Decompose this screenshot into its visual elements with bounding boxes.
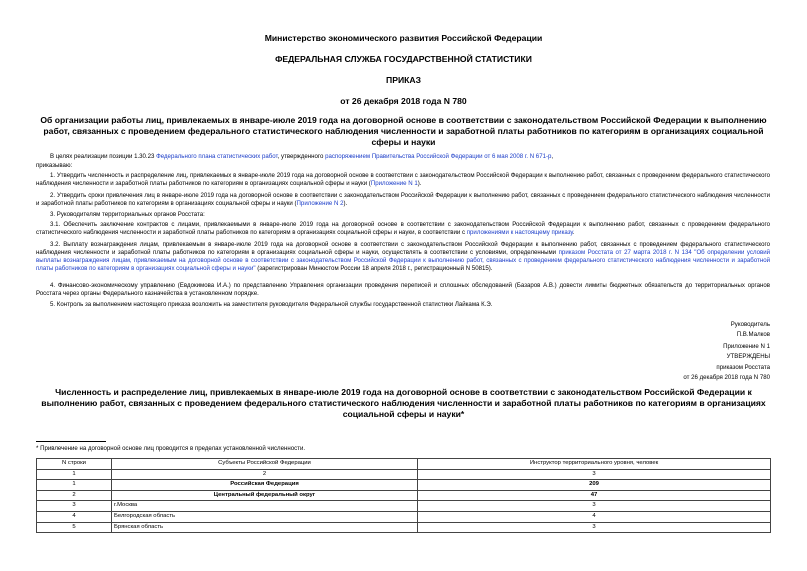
subject-cell: Центральный федеральный округ bbox=[112, 490, 418, 501]
footnote-divider bbox=[36, 441, 106, 442]
instructor-count-cell: 3 bbox=[418, 501, 771, 512]
appendix-title: Численность и распределение лиц, привлекаемых в январе-июле 2019 года на договорной основе в соответствии с законодательством Российской Федерации к выполнению работ, связанных с проведением федерального статистического наблюдения численности и заработной платы работников по категориям в организациях социальной сферы и науки* bbox=[41, 387, 766, 419]
paragraph-3-2 bbox=[36, 241, 770, 273]
row-number-cell: 5 bbox=[37, 522, 112, 533]
instructor-count-cell: 47 bbox=[418, 490, 771, 501]
paragraph-1-text-b: ). bbox=[417, 180, 422, 188]
federal-plan-link[interactable]: Федерального плана статистических работ bbox=[156, 153, 278, 160]
table-header-row bbox=[37, 459, 771, 470]
instructor-count-cell: 3 bbox=[418, 522, 771, 533]
signature-role: Руководитель bbox=[730, 321, 770, 328]
government-decree-link[interactable]: распоряжением Правительства Российской Федерации от 6 мая 2008 г. N 671-р bbox=[325, 153, 552, 160]
intro-text-b: , утвержденного bbox=[277, 153, 326, 160]
paragraph-1 bbox=[36, 172, 770, 188]
row-number-cell: 2 bbox=[37, 490, 112, 501]
paragraph-4: 4. Финансово-экономическому управлению (Евдокимова И.А.) по представлению Управления организации проведения переписей и сплошных обследований (Базаров А.В.) довести лимиты бюджетных обязательств до территориальных органов Росстата через органы Федерального казначейства в установленном порядке. bbox=[36, 282, 770, 298]
subject-cell: 2 bbox=[112, 469, 418, 480]
service-heading: ФЕДЕРАЛЬНАЯ СЛУЖБА ГОСУДАРСТВЕННОЙ СТАТИСТИКИ bbox=[275, 54, 532, 64]
distribution-table bbox=[36, 458, 771, 533]
paragraph-3-2-text-b: (зарегистрирован Минюстом России 18 апреля 2018 г., регистрационный N 50815). bbox=[255, 265, 493, 273]
appendix-approved: УТВЕРЖДЕНЫ bbox=[726, 353, 770, 360]
paragraph-1-text-a: 1. Утвердить численность и распределение лиц, привлекаемых в январе-июле 2019 года на договорной основе в соответствии с законодательством Российской Федерации к выполнению работ, связанных с проведением федерального статистического наблюдения численности и заработной платы работников по категориям в организациях социальной сферы и науки ( bbox=[36, 172, 770, 188]
row-number-cell: 1 bbox=[37, 480, 112, 491]
column-header: Инструктор территориального уровня, человек bbox=[418, 459, 771, 470]
appendix-2-link[interactable]: Приложение N 2 bbox=[296, 200, 344, 208]
order-date: от 26 декабря 2018 года N 780 bbox=[340, 96, 467, 106]
row-number-cell: 1 bbox=[37, 469, 112, 480]
table-row bbox=[37, 480, 771, 491]
appendix-1-link[interactable]: Приложение N 1 bbox=[370, 180, 418, 188]
order-title: Об организации работы лиц, привлекаемых в январе-июле 2019 года на договорной основе в соответствии с законодательством Российской Федерации к выполнению работ, связанных с проведением федерального статистического наблюдения численности и заработной платы работников по категориям в организациях социальной сферы и науки bbox=[40, 115, 767, 147]
instructor-count-cell: 3 bbox=[418, 469, 771, 480]
intro-text-a: В целях реализации позиции 1.30.23 bbox=[50, 153, 157, 160]
instructor-count-cell: 209 bbox=[418, 480, 771, 491]
rosstat-order-link[interactable]: приказом Росстата от 27 марта 2018 г. N 134 "Об определении условий выплаты вознаграждения лицам, привлекаемым на договорной основе в соответствии с законодательством Российской Федерации к выполнению работ, связанных с проведением федерального статистического наблюдения численности и заработной платы работников по категориям в организациях социальной сферы и науки" bbox=[36, 249, 770, 273]
signature-name: П.В.Малков bbox=[736, 331, 770, 338]
paragraph-2 bbox=[36, 192, 770, 208]
order-word: приказываю: bbox=[36, 162, 73, 169]
paragraph-3-1-text-a: 3.1. Обеспечить заключение контрактов с лицами, привлекаемыми в январе-июле 2019 года на договорной основе в соответствии с законодательством Российской Федерации к выполнению работ, связанных с проведением федерального статистического наблюдения численности и заработной платы работников по категориям в организациях социальной сферы и науки, в соответствии с bbox=[36, 221, 770, 237]
table-row bbox=[37, 511, 771, 522]
paragraph-3-2-text-a: 3.2. Выплату вознаграждения лицам, привлекаемым в январе-июле 2019 года на договорной основе в соответствии с законодательством Российской Федерации к выполнению работ, связанных с проведением федерального статистического наблюдения численности и заработной платы работников по категориям в организациях социальной сферы и науки, осуществлять в соответствии с условиями, определенными bbox=[36, 241, 770, 257]
subject-cell: Белгородская область bbox=[112, 511, 418, 522]
doc-type-heading: ПРИКАЗ bbox=[386, 75, 421, 85]
appendix-date: от 26 декабря 2018 года N 780 bbox=[683, 374, 770, 381]
paragraph-5: 5. Контроль за выполнением настоящего приказа возложить на заместителя руководителя Федеральной службы государственной статистики Лайкама К.Э. bbox=[50, 301, 493, 308]
table-row bbox=[37, 469, 771, 480]
paragraph-3-1-text-b: . bbox=[572, 229, 575, 237]
intro-paragraph bbox=[36, 153, 770, 161]
table-row bbox=[37, 490, 771, 501]
footnote: * Привлечение на договорной основе лиц проводится в пределах установленной численности. bbox=[36, 445, 306, 452]
paragraph-2-text-a: 2. Утвердить сроки привлечения лиц в январе-июле 2019 года на договорной основе в соответствии с законодательством Российской Федерации к выполнению работ, связанных с проведением федерального статистического наблюдения численности и заработной платы работников по категориям в организациях социальной сферы и науки ( bbox=[36, 192, 770, 208]
paragraph-3-1 bbox=[36, 221, 770, 237]
appendix-approved-by: приказом Росстата bbox=[716, 364, 770, 371]
instructor-count-cell: 4 bbox=[418, 511, 771, 522]
subject-cell: Брянская область bbox=[112, 522, 418, 533]
paragraph-2-text-b: ). bbox=[343, 200, 348, 208]
paragraph-3: 3. Руководителям территориальных органов Росстата: bbox=[50, 211, 205, 218]
table-row bbox=[37, 522, 771, 533]
ministry-heading: Министерство экономического развития Российской Федерации bbox=[264, 33, 543, 43]
subject-cell: г.Москва bbox=[112, 501, 418, 512]
table-row bbox=[37, 501, 771, 512]
row-number-cell: 3 bbox=[37, 501, 112, 512]
column-header: N строки bbox=[37, 459, 112, 470]
column-header: Субъекты Российской Федерации bbox=[112, 459, 418, 470]
row-number-cell: 4 bbox=[37, 511, 112, 522]
intro-text-c: , bbox=[551, 153, 554, 160]
subject-cell: Российская Федерация bbox=[112, 480, 418, 491]
appendices-link[interactable]: приложениями к настоящему приказу bbox=[466, 229, 573, 237]
appendix-label: Приложение N 1 bbox=[723, 343, 770, 350]
